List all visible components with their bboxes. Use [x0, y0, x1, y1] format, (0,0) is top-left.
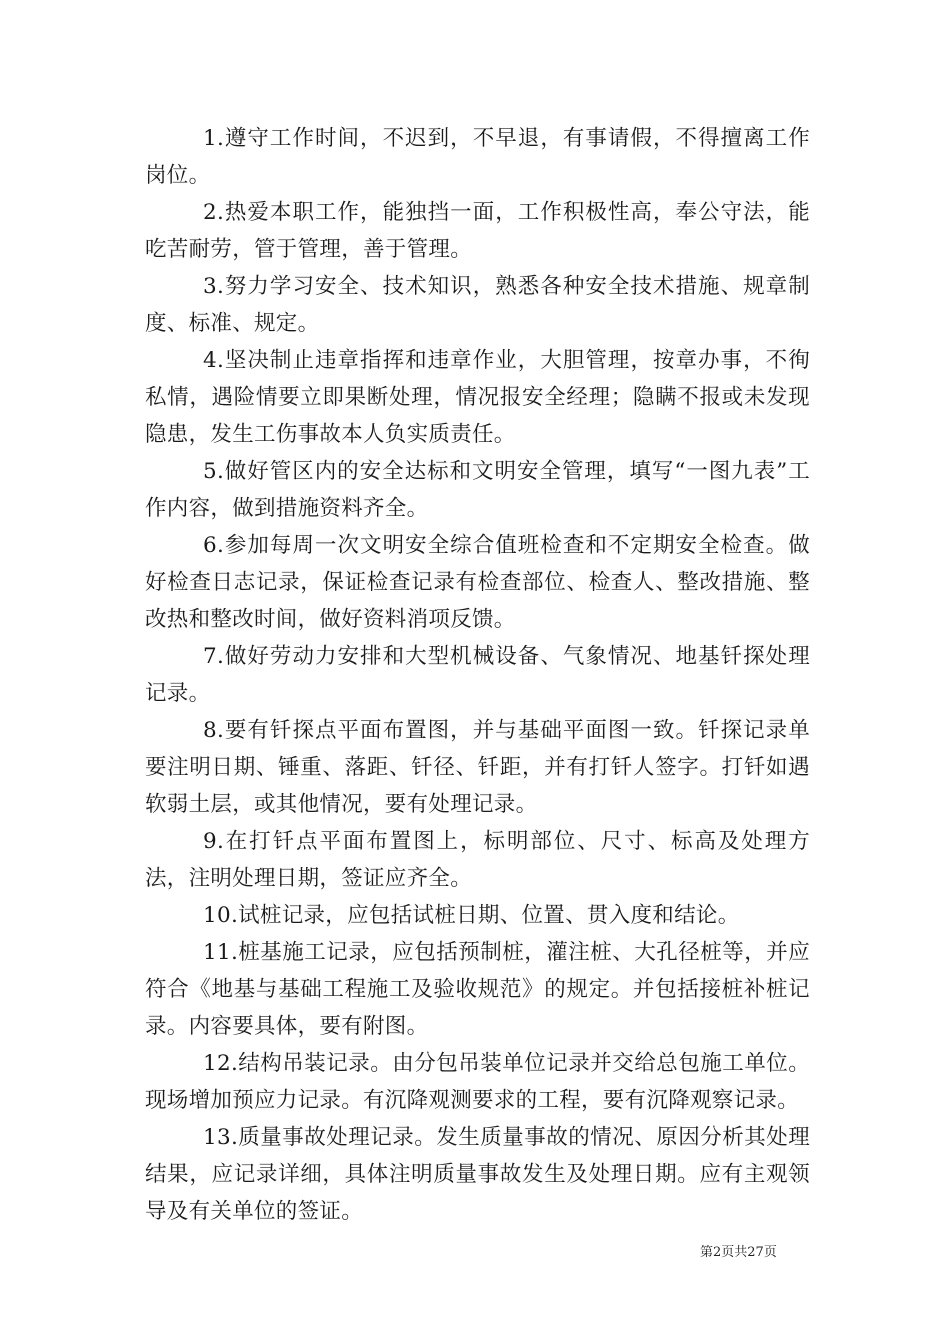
paragraph-13: 13.质量事故处理记录。发生质量事故的情况、原因分析其处理结果，应记录详细，具体注明质量事故发生及处理日期。应有主观领导及有关单位的签证。	[145, 1125, 810, 1224]
paragraph-6: 6.参加每周一次文明安全综合值班检查和不定期安全检查。做好检查日志记录，保证检查记录有检查部位、检查人、整改措施、整改热和整改时间，做好资料消项反馈。	[145, 533, 810, 632]
page-footer	[700, 1244, 840, 1262]
paragraph-9: 9.在打钎点平面布置图上，标明部位、尺寸、标高及处理方法，注明处理日期，签证应齐全。	[145, 829, 810, 891]
paragraph-3: 3.努力学习安全、技术知识，熟悉各种安全技术措施、规章制度、标准、规定。	[145, 274, 810, 336]
paragraph-10: 10.试桩记录，应包括试桩日期、位置、贯入度和结论。	[203, 903, 740, 928]
paragraph-8: 8.要有钎探点平面布置图，并与基础平面图一致。钎探记录单要注明日期、锤重、落距、钎径、钎距，并有打钎人签字。打钎如遇软弱土层，或其他情况，要有处理记录。	[145, 718, 810, 817]
paragraph-4: 4.坚决制止违章指挥和违章作业，大胆管理，按章办事，不徇私情，遇险情要立即果断处理，情况报安全经理；隐瞒不报或未发现隐患，发生工伤事故本人负实质责任。	[145, 348, 810, 447]
paragraph-12: 12.结构吊装记录。由分包吊装单位记录并交给总包施工单位。现场增加预应力记录。有沉降观测要求的工程，要有沉降观察记录。	[145, 1051, 810, 1113]
paragraph-7: 7.做好劳动力安排和大型机械设备、气象情况、地基钎探处理记录。	[145, 644, 810, 706]
paragraph-2: 2.热爱本职工作，能独挡一面，工作积极性高，奉公守法，能吃苦耐劳，管于管理，善于管理。	[145, 200, 810, 262]
document-body	[145, 120, 810, 1230]
paragraph-1: 1.遵守工作时间，不迟到，不早退，有事请假，不得擅离工作岗位。	[145, 126, 810, 188]
paragraph-5: 5.做好管区内的安全达标和文明安全管理，填写“一图九表”工作内容，做到措施资料齐全。	[145, 459, 810, 521]
page-number-label: 第2页共27页	[700, 1245, 777, 1260]
paragraph-11: 11.桩基施工记录，应包括预制桩，灌注桩、大孔径桩等，并应符合《地基与基础工程施工及验收规范》的规定。并包括接桩补桩记录。内容要具体，要有附图。	[145, 940, 810, 1039]
